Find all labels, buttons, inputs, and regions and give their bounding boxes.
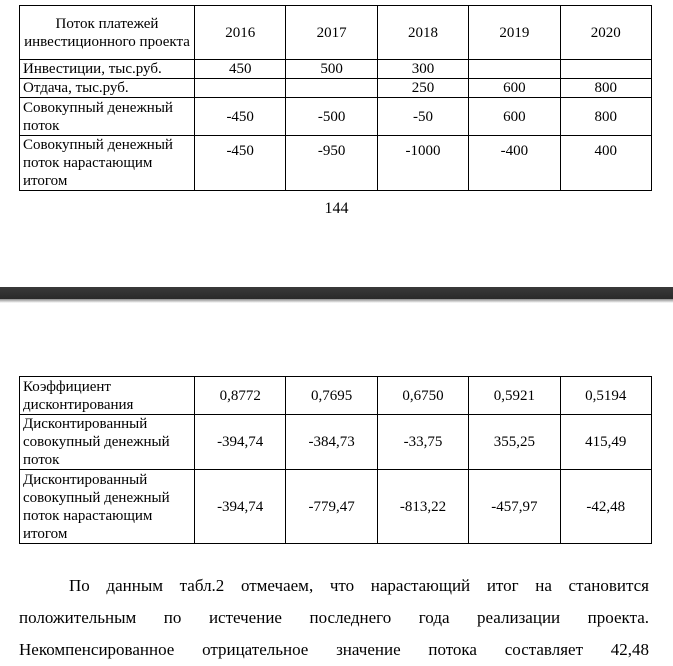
table-cell <box>560 60 651 79</box>
year-header: 2020 <box>560 6 651 60</box>
table-cell: -450 <box>195 98 286 136</box>
table-cell: -384,73 <box>286 415 377 470</box>
table-cell <box>286 79 377 98</box>
table-cell: -33,75 <box>377 415 468 470</box>
table-cell: -394,74 <box>195 470 286 544</box>
table-cell: -779,47 <box>286 470 377 544</box>
table-cell: -50 <box>377 98 468 136</box>
row-label: Отдача, тыс.руб. <box>20 79 195 98</box>
table-cell: -450 <box>195 136 286 191</box>
paragraph-line: Некомпенсированное отрицательное значение потока составляет 42,48 <box>19 640 649 659</box>
table-cell: -400 <box>469 136 560 191</box>
table-cell: 0,7695 <box>286 377 377 415</box>
paragraph-line: положительным по истечение последнего года реализации проекта. <box>19 608 649 627</box>
row-label: Коэффициент дисконтирования <box>20 377 195 415</box>
table-cell: 800 <box>560 98 651 136</box>
page-break-shadow <box>0 299 673 303</box>
year-header: 2019 <box>469 6 560 60</box>
table-row <box>20 98 652 136</box>
table-cell <box>195 79 286 98</box>
cash-flow-table <box>19 5 652 191</box>
table-row <box>20 60 652 79</box>
table-cell: 600 <box>469 79 560 98</box>
page-break-divider <box>0 287 673 299</box>
table-header-row <box>20 6 652 60</box>
table-cell: 250 <box>377 79 468 98</box>
table-cell: 800 <box>560 79 651 98</box>
page-number: 144 <box>324 200 349 217</box>
table-cell: -394,74 <box>195 415 286 470</box>
table-cell: -457,97 <box>469 470 560 544</box>
year-header: 2016 <box>195 6 286 60</box>
table-cell: -813,22 <box>377 470 468 544</box>
table-cell: -42,48 <box>560 470 651 544</box>
table-cell: 500 <box>286 60 377 79</box>
table-row <box>20 79 652 98</box>
table-row <box>20 136 652 191</box>
table-row <box>20 470 652 544</box>
table-cell <box>469 60 560 79</box>
table-cell: 0,5921 <box>469 377 560 415</box>
table-cell: 0,6750 <box>377 377 468 415</box>
paragraph-line: По данным табл.2 отмечаем, что нарастающий итог на становится <box>69 576 649 595</box>
table-cell: 400 <box>560 136 651 191</box>
table-cell: 0,8772 <box>195 377 286 415</box>
table-row <box>20 415 652 470</box>
header-label-cell: Поток платежей инвестиционного проекта <box>20 6 195 60</box>
table-cell: -950 <box>286 136 377 191</box>
year-header: 2018 <box>377 6 468 60</box>
row-label: Совокупный денежный поток <box>20 98 195 136</box>
year-header: 2017 <box>286 6 377 60</box>
table-cell: 355,25 <box>469 415 560 470</box>
row-label: Совокупный денежный поток нарастающим итогом <box>20 136 195 191</box>
table-row <box>20 377 652 415</box>
table-cell: 300 <box>377 60 468 79</box>
table-cell: -1000 <box>377 136 468 191</box>
row-label: Инвестиции, тыс.руб. <box>20 60 195 79</box>
table-cell: 600 <box>469 98 560 136</box>
table-cell: 0,5194 <box>560 377 651 415</box>
table-cell: 415,49 <box>560 415 651 470</box>
discounted-flow-table <box>19 376 652 544</box>
row-label: Дисконтированный совокупный денежный поток нарастающим итогом <box>20 470 195 544</box>
row-label: Дисконтированный совокупный денежный поток <box>20 415 195 470</box>
table-cell: -500 <box>286 98 377 136</box>
table-cell: 450 <box>195 60 286 79</box>
body-paragraph <box>19 570 649 666</box>
